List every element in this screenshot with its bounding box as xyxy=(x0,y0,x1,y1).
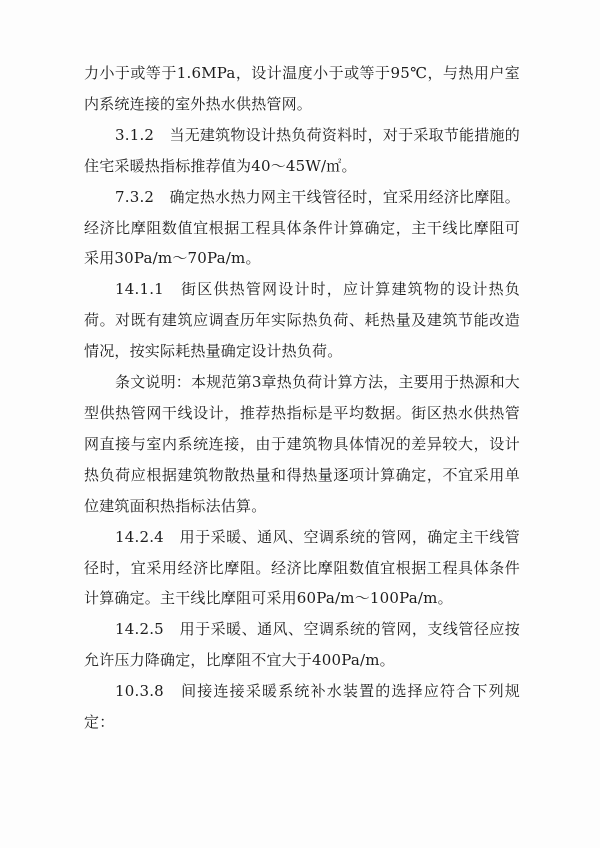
clause-14-2-4: 14.2.4 用于采暖、通风、空调系统的管网，确定主干线管径时，宜采用经济比摩阻。经济比摩阻数值宜根据工程具体条件计算确定。主干线比摩阻可采用60Pa/m～100Pa/m。 xyxy=(84,527,520,608)
clause-14-1-1: 14.1.1 街区供热管网设计时，应计算建筑物的设计热负荷。对既有建筑应调查历年实际热负荷、耗热量及建筑节能改造情况，按实际耗热量确定设计热负荷。 xyxy=(84,280,520,361)
paragraph-continuation: 力小于或等于1.6MPa，设计温度小于或等于95℃，与热用户室内系统连接的室外热水供热管网。 xyxy=(84,64,520,113)
clause-3-1-2: 3.1.2 当无建筑物设计热负荷资料时，对于采取节能措施的住宅采暖热指标推荐值为40～45W/㎡。 xyxy=(84,125,520,175)
clause-7-3-2: 7.3.2 确定热水热力网主干线管径时，宜采用经济比摩阻。经济比摩阻数值宜根据工程具体条件计算确定，主干线比摩阻可采用30Pa/m～70Pa/m。 xyxy=(84,187,520,268)
clause-14-2-5: 14.2.5 用于采暖、通风、空调系统的管网，支线管径应按允许压力降确定，比摩阻不宜大于400Pa/m。 xyxy=(84,620,520,670)
clause-explanation: 条文说明：本规范第3章热负荷计算方法，主要用于热源和大型供热管网干线设计，推荐热指标是平均数据。街区热水供热管网直接与室内系统连接，由于建筑物具体情况的差异较大，设计热负荷应根据建筑物散热量和得热量逐项计算确定，不宜采用单位建筑面积热指标法估算。 xyxy=(84,373,520,515)
document-body xyxy=(84,58,520,738)
clause-10-3-8: 10.3.8 间接连接采暖系统补水装置的选择应符合下列规定： xyxy=(84,682,520,732)
